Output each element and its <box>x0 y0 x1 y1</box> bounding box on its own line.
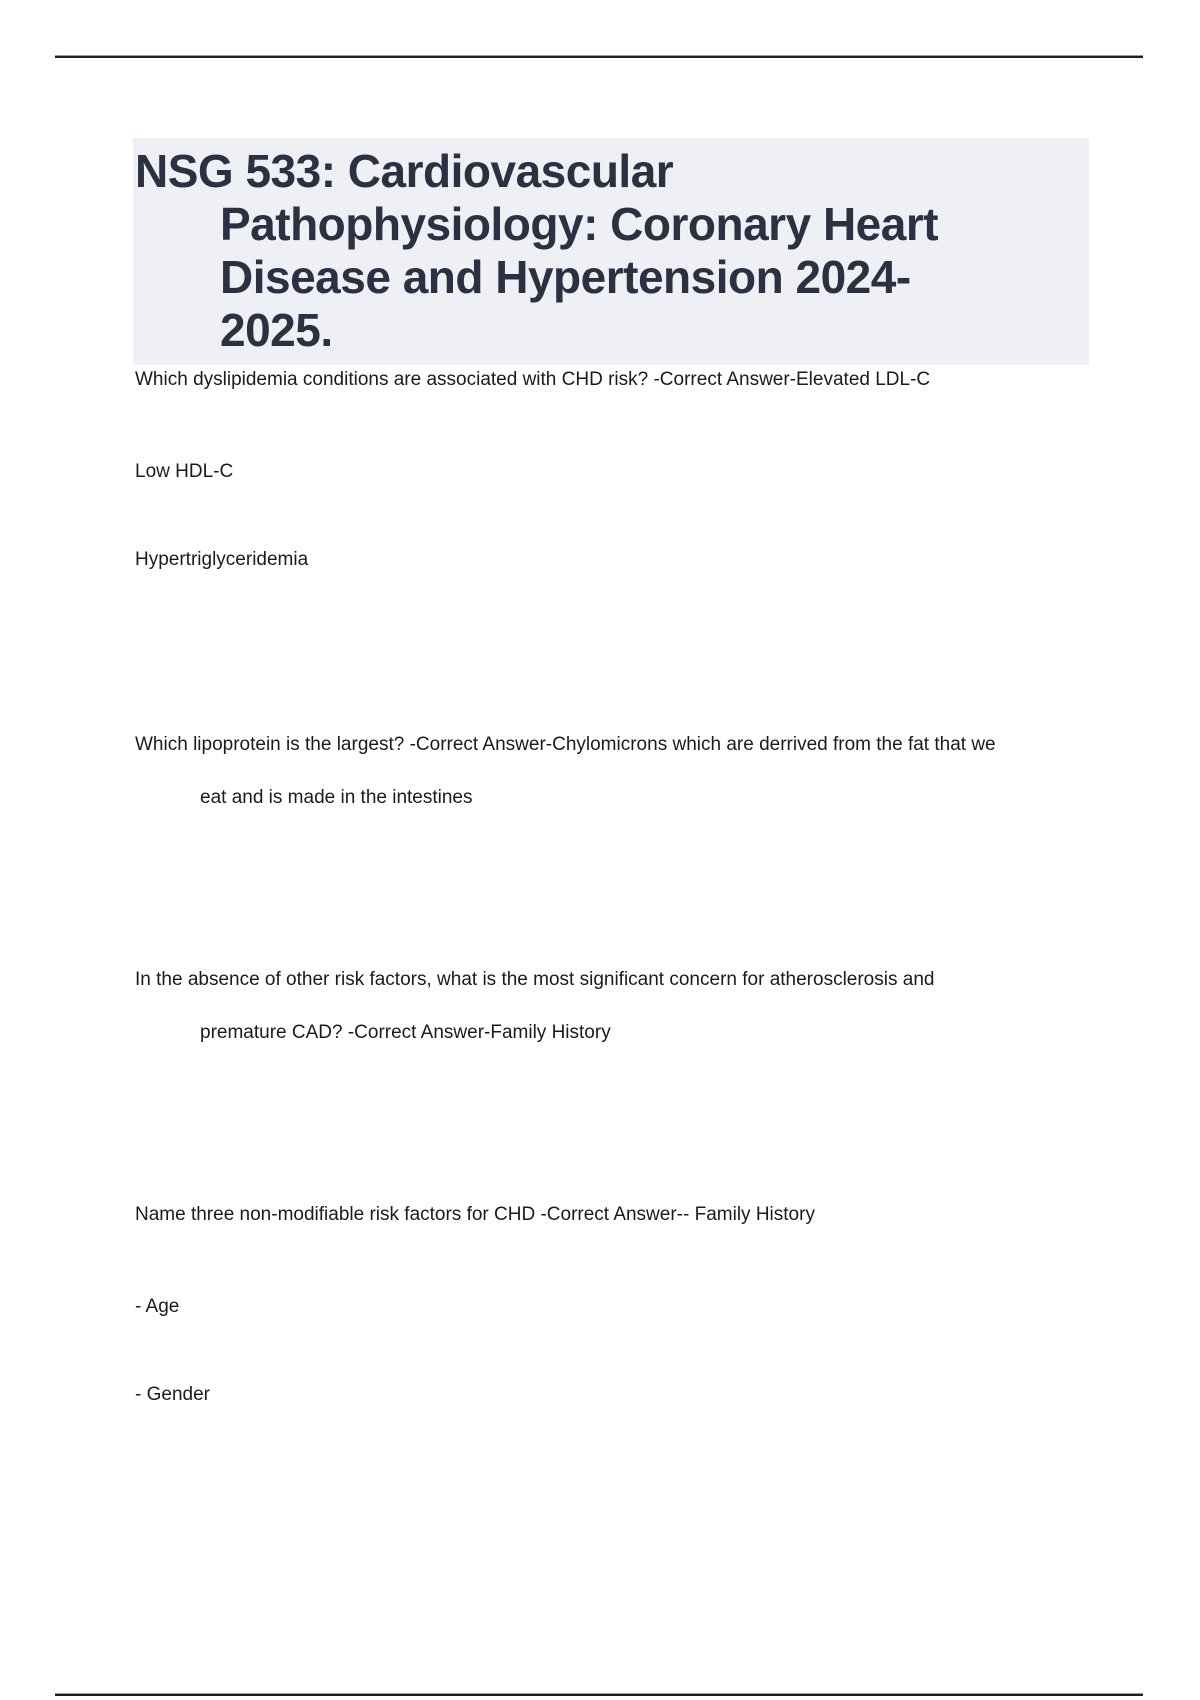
qa-line-continuation: premature CAD? -Correct Answer-Family History <box>200 1022 611 1043</box>
qa-line: Name three non-modifiable risk factors for CHD -Correct Answer-- Family History <box>135 1204 815 1225</box>
qa-line: Which lipoprotein is the largest? -Correct Answer-Chylomicrons which are derrived from the fat that we <box>135 734 996 755</box>
qa-line: - Age <box>135 1296 180 1317</box>
document-title-line: Pathophysiology: Coronary Heart <box>220 198 939 250</box>
qa-line: Hypertriglyceridemia <box>135 549 309 570</box>
qa-line: - Gender <box>135 1384 210 1405</box>
header-rule <box>55 55 1143 58</box>
document-title-block <box>133 138 1089 365</box>
qa-line: Which dyslipidemia conditions are associated with CHD risk? -Correct Answer-Elevated LDL-C <box>135 369 931 390</box>
document-title-line: Disease and Hypertension 2024- <box>220 251 911 303</box>
qa-line: Low HDL-C <box>135 461 234 482</box>
document-title-line: NSG 533: Cardiovascular <box>135 145 674 197</box>
qa-line: In the absence of other risk factors, what is the most significant concern for atherosclerosis and <box>135 969 935 990</box>
qa-line-continuation: eat and is made in the intestines <box>200 787 473 808</box>
footer-rule <box>55 1693 1143 1696</box>
document-title-line: 2025. <box>220 304 333 356</box>
